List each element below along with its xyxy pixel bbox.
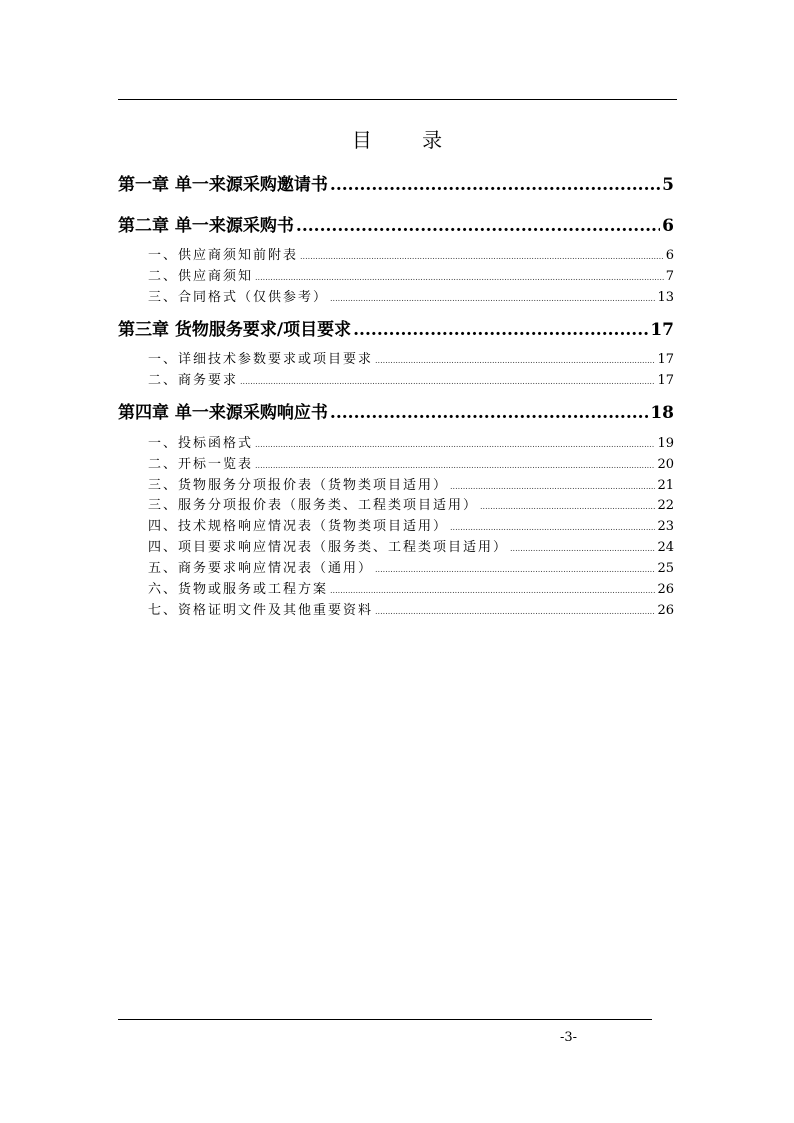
toc-page-number: 17 [657, 373, 674, 388]
toc-section[interactable] [148, 536, 674, 555]
toc-page-number: 19 [657, 436, 674, 451]
toc-chapter-label: 第三章 货物服务要求/项目要求 [118, 320, 352, 340]
toc-leader [296, 216, 660, 236]
toc-page-number: 18 [650, 403, 674, 423]
toc-leader [480, 498, 655, 513]
header-rule [118, 99, 677, 100]
toc-section[interactable] [148, 494, 674, 513]
toc-section[interactable] [148, 474, 674, 493]
toc-chapter-3[interactable] [118, 315, 674, 340]
toc-page-number: 25 [657, 561, 674, 576]
toc-page-number: 6 [662, 216, 674, 236]
toc-page-number: 5 [662, 175, 674, 195]
toc-leader [375, 561, 655, 576]
toc-page-number: 13 [657, 290, 674, 305]
toc-leader [330, 403, 648, 423]
toc-leader [330, 582, 655, 597]
toc-page-number: 24 [657, 540, 674, 555]
toc-section-label: 二、开标一览表 [148, 457, 254, 472]
toc-section[interactable] [148, 286, 674, 305]
toc-section[interactable] [148, 599, 674, 618]
toc-section[interactable] [148, 369, 674, 388]
toc-section-label: 五、商务要求响应情况表（通用） [148, 561, 374, 576]
toc-chapter-2[interactable] [118, 211, 674, 236]
toc-section-label: 三、服务分项报价表（服务类、工程类项目适用） [148, 498, 479, 513]
toc-title: 目 录 [351, 128, 465, 152]
toc-leader [510, 540, 655, 555]
toc-page-number: 21 [657, 478, 674, 493]
toc-section-label: 七、资格证明文件及其他重要资料 [148, 603, 374, 618]
toc-section[interactable] [148, 265, 674, 284]
toc-page-number: 26 [657, 582, 674, 597]
toc-page-number: 17 [657, 352, 674, 367]
toc-page-number: 7 [665, 269, 674, 284]
toc-leader [375, 352, 655, 367]
toc-leader [330, 175, 660, 195]
toc-section[interactable] [148, 557, 674, 576]
footer-page-number: -3- [560, 1030, 578, 1045]
toc-page-number: 22 [657, 498, 674, 513]
toc-section-label: 一、供应商须知前附表 [148, 248, 299, 263]
toc-section[interactable] [148, 578, 674, 597]
toc-chapter-label: 第四章 单一来源采购响应书 [118, 403, 328, 423]
toc-page-number: 6 [665, 248, 674, 263]
toc-leader [330, 290, 655, 305]
toc-section-label: 二、商务要求 [148, 373, 239, 388]
toc-page-number: 26 [657, 603, 674, 618]
toc-page-number: 20 [657, 457, 674, 472]
toc-leader [375, 603, 655, 618]
toc-section-label: 四、技术规格响应情况表（货物类项目适用） [148, 519, 449, 534]
toc-leader [255, 436, 655, 451]
toc-section[interactable] [148, 348, 674, 367]
toc-chapter-label: 第二章 单一来源采购书 [118, 216, 294, 236]
toc-leader [450, 519, 655, 534]
toc-chapter-4[interactable] [118, 398, 674, 423]
toc-leader [255, 269, 664, 284]
toc-section-label: 三、货物服务分项报价表（货物类项目适用） [148, 478, 449, 493]
toc-leader [240, 373, 655, 388]
toc-section[interactable] [148, 432, 674, 451]
toc-section-label: 一、详细技术参数要求或项目要求 [148, 352, 374, 367]
toc-chapter-1[interactable] [118, 170, 674, 195]
toc-section-label: 一、投标函格式 [148, 436, 254, 451]
toc-section[interactable] [148, 515, 674, 534]
toc-section-label: 三、合同格式（仅供参考） [148, 290, 329, 305]
toc-leader [255, 457, 655, 472]
toc-chapter-label: 第一章 单一来源采购邀请书 [118, 175, 328, 195]
toc-leader [300, 248, 664, 263]
toc-leader [450, 478, 655, 493]
toc-section[interactable] [148, 453, 674, 472]
toc-section-label: 二、供应商须知 [148, 269, 254, 284]
toc-section-label: 六、货物或服务或工程方案 [148, 582, 329, 597]
footer-rule [118, 1019, 652, 1020]
toc-section[interactable] [148, 244, 674, 263]
toc-page-number: 17 [650, 320, 674, 340]
toc-section-label: 四、项目要求响应情况表（服务类、工程类项目适用） [148, 540, 509, 555]
toc-page-number: 23 [657, 519, 674, 534]
toc-leader [353, 320, 648, 340]
